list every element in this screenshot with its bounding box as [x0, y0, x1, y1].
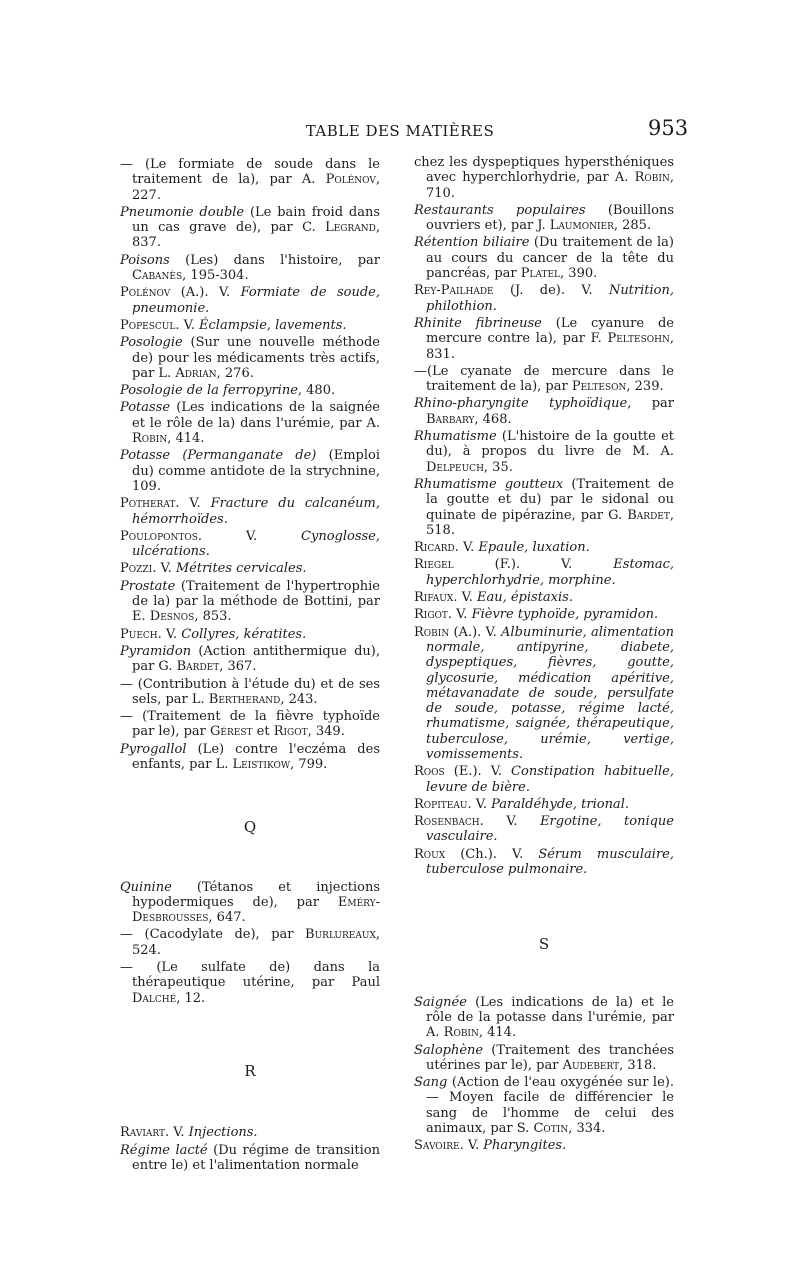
entry-text: (Du traitement de la) au cours du cancer de la tête du pancréas, par: [426, 235, 674, 282]
section-spacer: [120, 836, 380, 880]
entry-term: Sérum musculaire, tuberculose pulmonaire.: [426, 846, 675, 878]
index-entry: [414, 1138, 674, 1153]
entry-text: , par: [627, 396, 674, 412]
section-letter: S: [538, 935, 550, 954]
entry-term: Injections.: [188, 1125, 258, 1141]
entry-author: Audebert: [562, 1057, 620, 1073]
entry-text: , 367.: [219, 659, 257, 675]
entry-author: Ropiteau: [414, 796, 468, 812]
section-spacer: [120, 1008, 380, 1064]
index-column-right: [414, 155, 674, 1156]
entry-author: Savoire: [414, 1138, 460, 1154]
entry-text: . V.: [479, 814, 541, 830]
entry-author: Bardet: [176, 659, 220, 675]
entry-term: Nutrition, philothion.: [426, 283, 674, 314]
entry-text: , 647.: [208, 910, 246, 926]
index-entry: [120, 205, 380, 251]
entry-term: Ergotine, tonique vasculaire.: [426, 814, 674, 845]
entry-author: Ricard: [414, 540, 455, 556]
entry-term: Pyrogallol: [120, 741, 187, 757]
index-entry: [414, 797, 674, 812]
index-entry: [414, 396, 674, 427]
entry-author: Platel: [520, 266, 561, 282]
entry-author: Gérest: [210, 724, 253, 740]
entry-text: , 414.: [167, 431, 205, 447]
index-entry: [120, 1143, 380, 1174]
entry-term: Potasse (Permanganate de): [120, 448, 317, 464]
entry-text: . V.: [467, 796, 492, 812]
index-entry: [414, 283, 674, 314]
entry-text: (Traitement de la goutte et du) par le sidonal ou quinate de pipérazine, par G.: [426, 476, 674, 523]
section-spacer: [414, 953, 674, 995]
index-entry: [414, 1043, 674, 1074]
entry-author: Desnos: [149, 609, 195, 625]
index-entry: [414, 814, 674, 845]
entry-author: Riegel: [414, 557, 454, 573]
index-entry: [414, 235, 674, 281]
entry-text: — (Le formiate de soude dans le traitement de la), par A.: [120, 157, 380, 188]
entry-author: Burlureaux: [305, 927, 376, 943]
index-entry: [414, 316, 674, 362]
section-letter: Q: [243, 818, 257, 837]
entry-author: Roos: [414, 764, 445, 780]
index-entry: [414, 607, 674, 622]
entry-term: Constipation habituelle, levure de bière.: [426, 764, 674, 795]
entry-term: Prostate: [120, 578, 176, 594]
entry-text: (Action antithermique du), par G.: [132, 643, 380, 675]
entry-text: (Le cyanure de mercure contre la), par F.: [426, 315, 674, 347]
entry-text: , 12.: [176, 990, 206, 1006]
entry-author: Popescul: [120, 317, 176, 333]
index-entry: [120, 709, 380, 740]
entry-text: , 480.: [297, 383, 336, 399]
entry-text: (Emploi du) comme antidote de la strychnine, 109.: [132, 448, 380, 494]
entry-author: Adrian: [175, 365, 217, 381]
index-entry: [120, 496, 380, 527]
entry-author: Eméry-Desbrousses: [132, 894, 380, 926]
entry-text: , 195-304.: [182, 268, 249, 284]
entry-text: (Les indications de la) et le rôle de la potasse dans l'urémie, par A.: [426, 994, 674, 1041]
entry-text: , 710.: [426, 170, 674, 201]
entry-author: Leistikow: [232, 756, 291, 772]
entry-term: Sang: [414, 1075, 448, 1091]
entry-text: , 853.: [194, 609, 232, 625]
entry-author: Pozzi: [120, 561, 153, 577]
index-entry: [120, 383, 380, 398]
entry-term: Métrites cervicales.: [175, 561, 307, 577]
index-entry: [414, 364, 674, 395]
entry-text: , 318.: [619, 1057, 657, 1073]
entry-author: Rigot: [273, 724, 308, 740]
entry-text: (A.). V.: [449, 624, 502, 640]
index-entry: [120, 253, 380, 284]
entry-text: (L'histoire de la goutte et du), à propos du livre de M. A.: [426, 429, 674, 460]
entry-text: (Traitement des tranchées utérines par le), par: [426, 1042, 674, 1073]
entry-author: Poulopontos: [120, 528, 198, 544]
entry-author: Raviart: [120, 1125, 166, 1141]
entry-text: . V.: [152, 561, 176, 577]
index-entry: [120, 627, 380, 642]
entry-author: Robin: [132, 431, 168, 447]
entry-author: Pelteson: [571, 379, 627, 395]
entry-author: Robin: [443, 1025, 479, 1041]
entry-text: (J. de). V.: [493, 283, 609, 299]
index-entry: [120, 561, 380, 576]
index-entry: [120, 742, 380, 773]
entry-text: , 799.: [290, 756, 328, 772]
entry-term: Formiate de soude, pneumonie.: [132, 285, 380, 316]
entry-term: Collyres, kératites.: [181, 626, 307, 642]
entry-term: Rétention biliaire: [414, 235, 530, 251]
entry-text: (Action de l'eau oxygénée sur le). — Moyen facile de différencier le sang de l'homme de celui des animaux, par S.: [426, 1075, 674, 1137]
entry-author: Rosenbach: [414, 814, 480, 830]
page-number: 953: [648, 116, 689, 140]
entry-author: Polénov: [120, 285, 171, 301]
entry-text: , 334.: [568, 1121, 606, 1137]
entry-text: (Sur une nouvelle méthode de) pour les médicaments très actifs, par L.: [132, 335, 380, 381]
entry-term: Éclampsie, lavements.: [199, 317, 347, 333]
entry-text: . V.: [157, 626, 182, 642]
index-entry: [414, 625, 674, 763]
entry-author: Bardet: [627, 507, 670, 523]
entry-text: , 468.: [474, 411, 512, 427]
entry-text: , 414.: [478, 1025, 517, 1041]
entry-term: Rhinite fibrineuse: [414, 315, 542, 331]
index-entry: [414, 995, 674, 1041]
entry-text: . V.: [175, 317, 200, 333]
entry-author: Potherat: [120, 496, 176, 512]
entry-text: , 524.: [132, 927, 380, 958]
entry-term: Potasse: [120, 400, 171, 416]
section-spacer: [120, 774, 380, 820]
entry-author: Robin: [414, 624, 450, 640]
index-entry: [414, 1075, 674, 1136]
entry-text: — (Le sulfate de) dans la thérapeutique utérine, par Paul: [120, 960, 380, 991]
entry-term: Rhino-pharyngite typhoïdique: [414, 396, 628, 412]
entry-term: Estomac, hyperchlorhydrie, morphine.: [426, 557, 674, 588]
index-entry: [414, 540, 674, 555]
index-entry: [414, 557, 674, 588]
entry-term: Epaule, luxation.: [478, 540, 590, 556]
entry-term: Poisons: [120, 252, 170, 268]
entry-term: Saignée: [414, 994, 467, 1010]
index-entry: [120, 579, 380, 625]
entry-author: Legrand: [325, 220, 376, 236]
entry-term: Pyramidon: [120, 643, 192, 659]
index-entry: [120, 285, 380, 316]
entry-text: et: [252, 724, 274, 740]
entry-text: , 35.: [483, 459, 513, 475]
index-entry: [414, 847, 674, 878]
index-entry: [120, 335, 380, 381]
entry-text: , 276.: [216, 365, 254, 381]
index-entry: [414, 429, 674, 475]
index-entry: [414, 590, 674, 605]
entry-text: , 285.: [613, 218, 652, 234]
entry-text: (Le bain froid dans un cas grave de), par C.: [132, 204, 381, 236]
index-entry: [120, 677, 380, 708]
entry-text: , 349.: [307, 724, 345, 740]
entry-term: Pharyngites.: [483, 1138, 567, 1154]
section-letter: R: [244, 1061, 256, 1080]
entry-text: , 518.: [426, 507, 674, 538]
index-entry: [414, 764, 674, 795]
entry-term: Albuminurie, alimentation normale, antipyrine, diabete, dyspeptiques, fièvres, goutte, glycosurie, médication apéritive, métavanadate de soude, persulfate de soude, potasse, régime lacté, rhumatisme, saignée, thérapeutique, tuberculose, urémie, vertige, vomissements.: [426, 624, 674, 762]
entry-term: Posologie de la ferropyrine: [120, 383, 298, 399]
entry-text: — (Traitement de la fièvre typhoïde par le), par: [120, 709, 380, 740]
index-entry: [120, 448, 380, 494]
entry-author: Polénov: [325, 172, 376, 188]
entry-text: , 239.: [626, 379, 664, 395]
entry-author: Dalché: [132, 990, 177, 1006]
entry-author: Bertherand: [208, 691, 281, 707]
entry-text: . V.: [454, 540, 479, 556]
entry-term: Pneumonie double: [120, 204, 245, 220]
index-entry: [120, 880, 380, 926]
entry-text: . V.: [459, 1138, 484, 1154]
index-entry: [414, 477, 674, 538]
entry-text: . V.: [447, 607, 472, 623]
entry-author: Laumonier: [549, 218, 614, 234]
entry-text: —(Le cyanate de mercure dans le traitement de la), par: [414, 363, 674, 395]
entry-author: Rey-Pailhade: [414, 283, 494, 299]
index-entry: [120, 1125, 380, 1140]
index-entry: [120, 318, 380, 333]
entry-author: Roux: [414, 846, 446, 862]
entry-term: Rhumatisme: [414, 429, 497, 445]
entry-text: , 243.: [280, 691, 318, 707]
section-spacer: [120, 1079, 380, 1125]
entry-text: chez les dyspeptiques hypersthéniques avec hyperchlorhydrie, par A.: [414, 155, 674, 186]
entry-term: Fièvre typhoïde, pyramidon.: [471, 607, 659, 623]
index-column-left: [120, 157, 380, 1175]
entry-text: — (Contribution à l'étude du) et de ses sels, par L.: [120, 676, 380, 707]
entry-term: Quinine: [120, 879, 172, 895]
entry-text: (Ch.). V.: [445, 846, 539, 862]
entry-text: — (Cacodylate de), par: [120, 927, 306, 943]
entry-text: (Du régime de transition entre le) et l'alimentation normale: [132, 1142, 380, 1173]
entry-text: (A.). V.: [170, 285, 241, 301]
index-entry: [120, 400, 380, 446]
entry-term: Posologie: [120, 335, 183, 351]
entry-author: Delpeuch: [426, 459, 484, 475]
entry-text: (E.). V.: [444, 764, 512, 780]
section-spacer: [414, 879, 674, 937]
entry-author: Rifaux: [414, 590, 454, 606]
entry-term: Rhumatisme goutteux: [414, 476, 564, 492]
entry-text: (Tétanos et injections hypodermiques de), par: [132, 879, 380, 910]
entry-author: Rigot: [414, 607, 448, 623]
entry-author: Barbary: [426, 411, 475, 427]
entry-term: Cynoglosse, ulcérations.: [132, 528, 380, 560]
entry-author: Robin: [634, 170, 670, 186]
entry-text: . V.: [175, 496, 211, 512]
index-entry: [120, 529, 380, 560]
entry-text: (Les) dans l'histoire, par: [169, 252, 380, 268]
entry-term: Salophène: [414, 1042, 484, 1058]
entry-text: , 837.: [132, 220, 380, 251]
index-entry: [120, 960, 380, 1006]
entry-term: Restaurants populaires: [414, 202, 586, 218]
entry-text: , 831.: [426, 331, 674, 362]
entry-text: (Traitement de l'hypertrophie de la) par la méthode de Bottini, par E.: [132, 578, 380, 625]
entry-text: . V.: [453, 590, 477, 606]
entry-text: (Le) contre l'eczéma des enfants, par L.: [132, 741, 380, 772]
entry-text: , 390.: [560, 266, 598, 282]
entry-text: , 227.: [132, 172, 380, 203]
entry-author: Cabanès: [132, 268, 183, 284]
entry-author: Peltesohn: [607, 331, 670, 347]
entry-text: . V.: [165, 1125, 189, 1141]
entry-author: Cotin: [533, 1121, 569, 1137]
entry-term: Régime lacté: [120, 1142, 208, 1158]
index-entry: [414, 155, 674, 201]
index-entry: [414, 203, 674, 234]
entry-text: (F.). V.: [453, 557, 614, 573]
entry-text: . V.: [197, 528, 302, 544]
index-entry: [120, 644, 380, 675]
entry-term: Eau, épistaxis.: [476, 590, 573, 606]
index-entry: [120, 927, 380, 958]
running-header-title: TABLE DES MATIÈRES: [305, 122, 495, 140]
entry-term: Fracture du calcanéum, hémorrhoïdes.: [132, 496, 380, 527]
index-entry: [120, 157, 380, 203]
entry-term: Paraldéhyde, trional.: [491, 796, 629, 812]
entry-text: (Les indications de la saignée et le rôle de la) dans l'urémie, par A.: [132, 400, 380, 431]
entry-text: (Bouillons ouvriers et), par J.: [426, 202, 674, 234]
entry-author: Puech: [120, 626, 158, 642]
